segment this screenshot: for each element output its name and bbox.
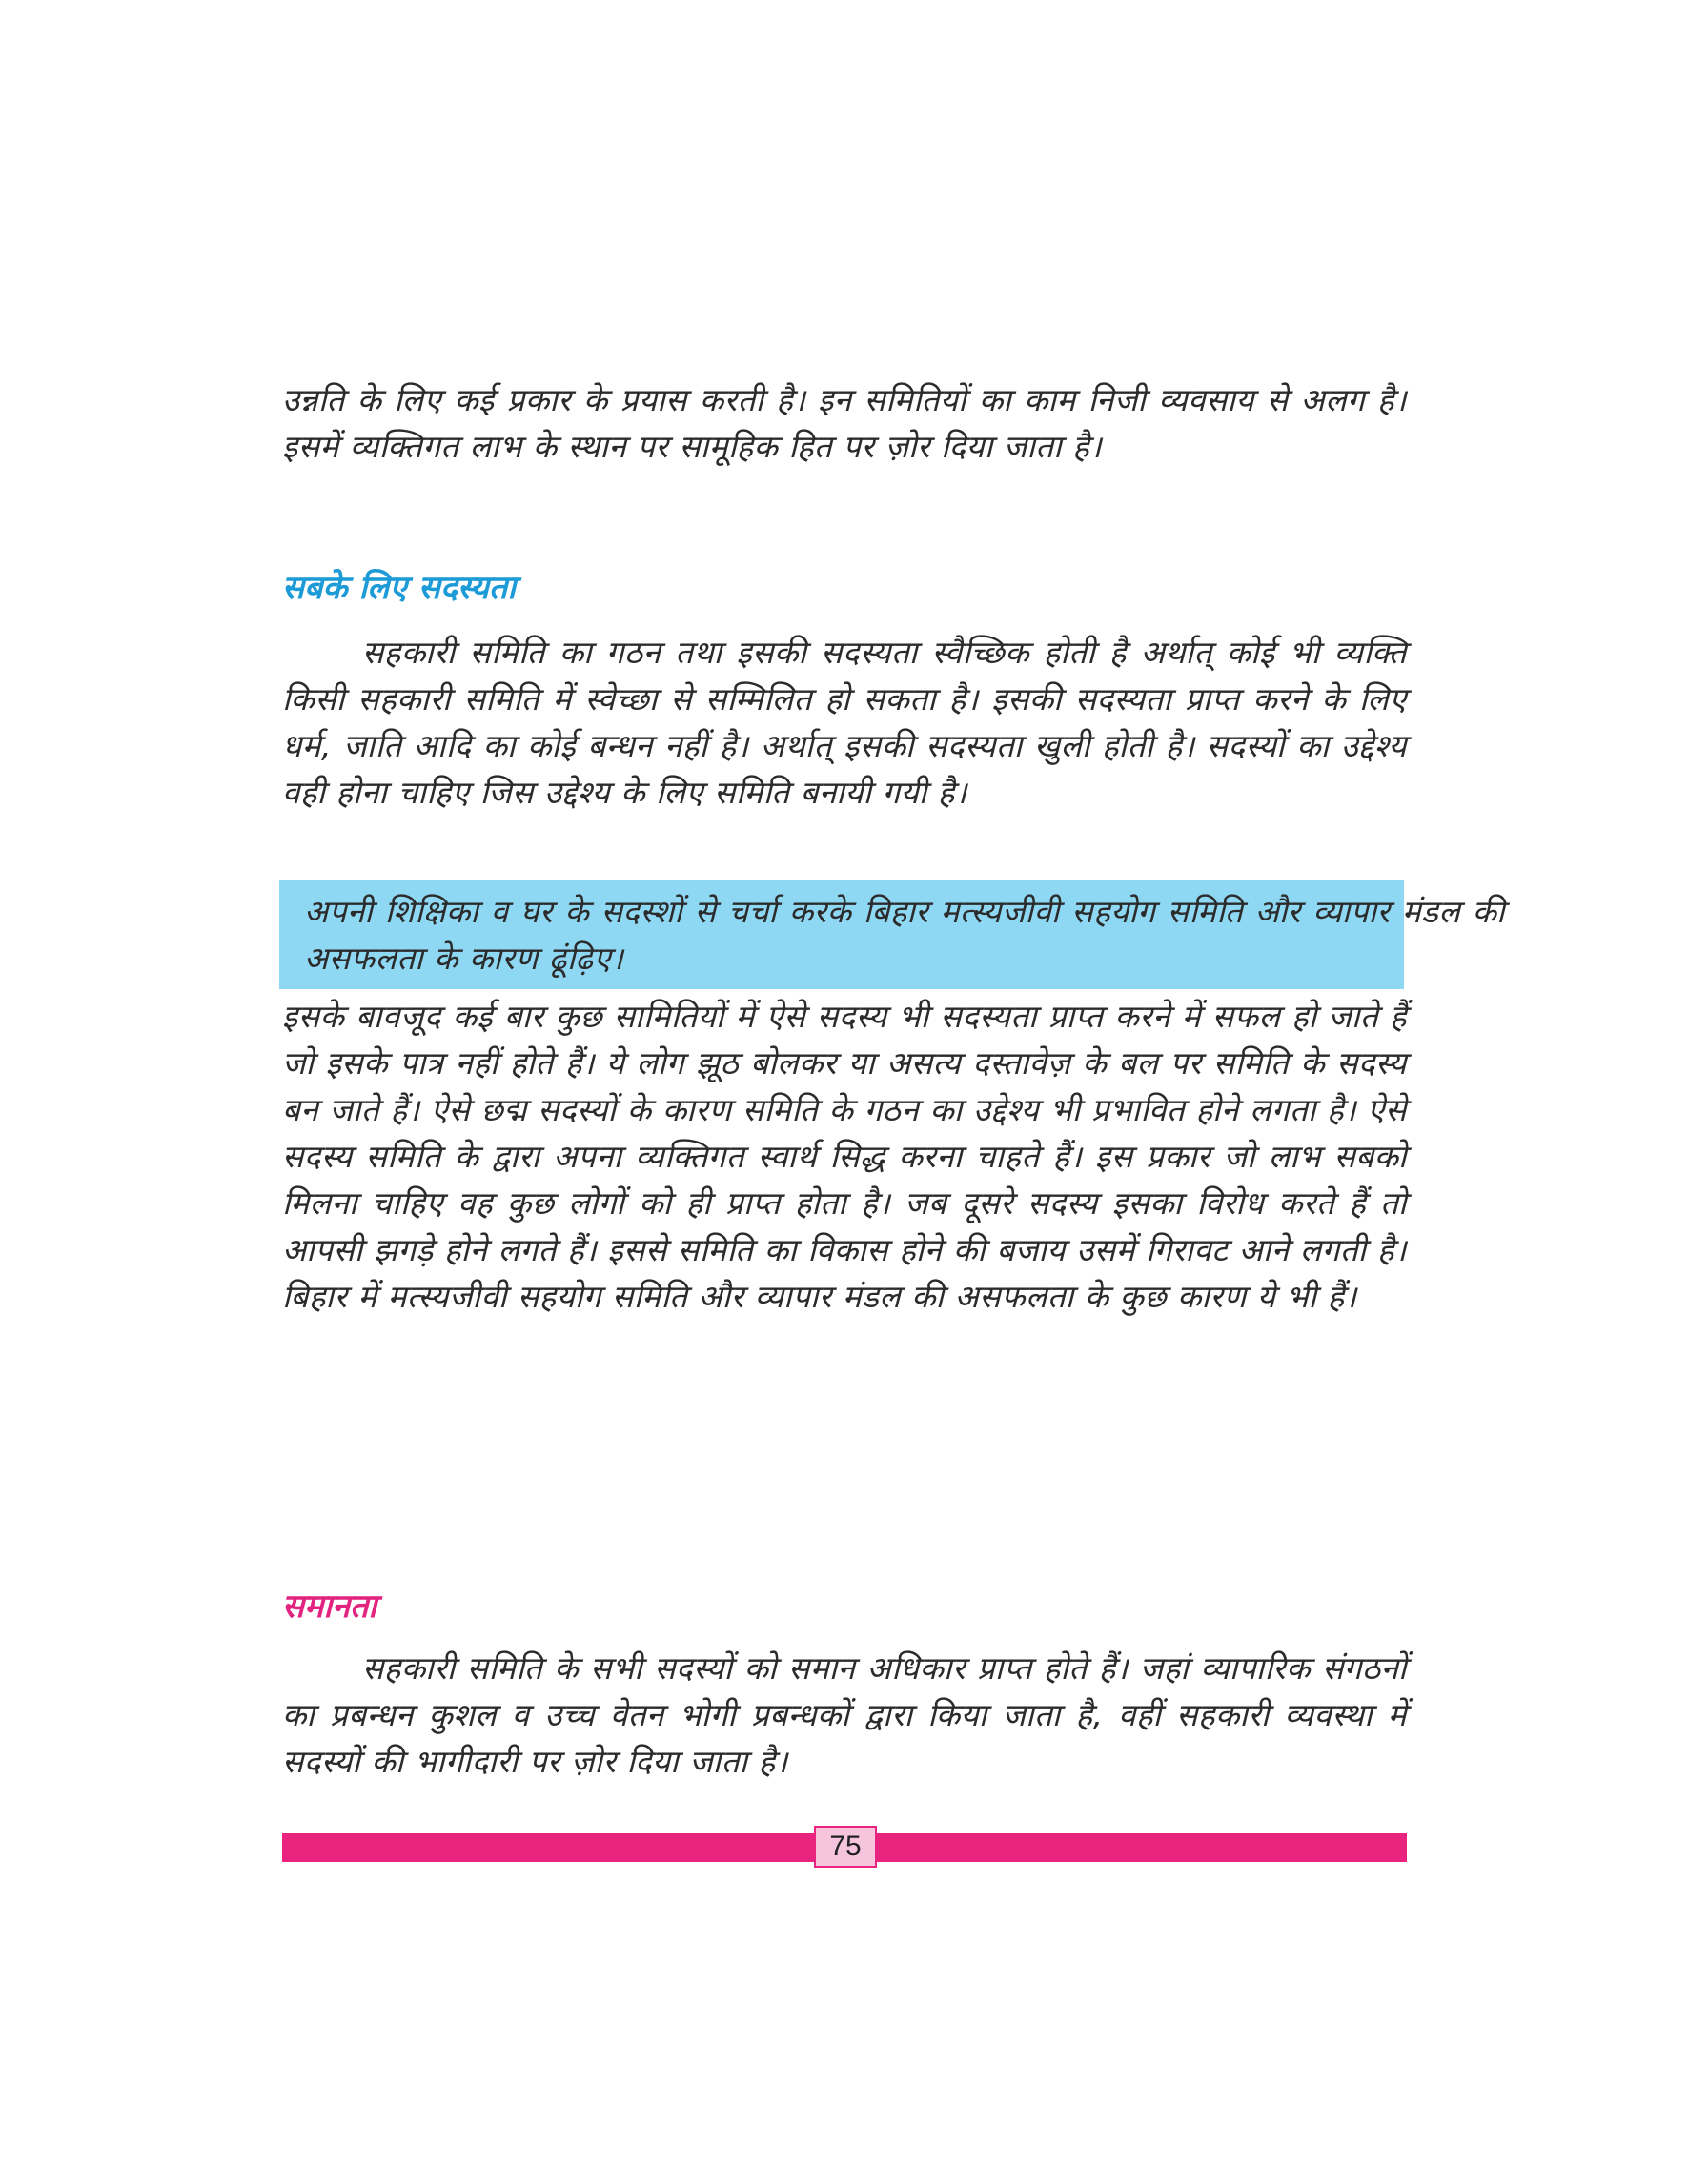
- page-number: 75: [814, 1826, 877, 1868]
- intro-paragraph: उन्नति के लिए कई प्रकार के प्रयास करती है। इन समितियों का काम निजी व्यवसाय से अलग है। इसमें व्यक्तिगत लाभ के स्थान पर सामूहिक हित पर ज़ोर दिया जाता है।: [282, 381, 1407, 465]
- section-heading-membership: सबके लिए सदस्यता: [282, 569, 517, 607]
- activity-box: [279, 880, 1505, 989]
- membership-paragraph: सहकारी समिति का गठन तथा इसकी सदस्यता स्वैच्छिक होती है अर्थात् कोई भी व्यक्ति किसी सहकारी समिति में स्वेच्छा से सम्मिलित हो सकता है। इसकी सदस्यता प्राप्त करने के लिए धर्म, जाति आदि का कोई बन्धन नहीं है। अर्थात् इसकी सदस्यता खुली होती है। सदस्यों का उद्देश्य वही होना चाहिए जिस उद्देश्य के लिए समिति बनायी गयी है।: [282, 634, 1407, 811]
- fraudulent-members-paragraph: इसके बावजूद कई बार कुछ सामितियों में ऐसे सदस्य भी सदस्यता प्राप्त करने में सफल हो जाते हैं जो इसके पात्र नहीं होते हैं। ये लोग झूठ बोलकर या असत्य दस्तावेज़ के बल पर समिति के सदस्य बन जाते हैं। ऐसे छद्म सदस्यों के कारण समिति के गठन का उद्देश्य भी प्रभावित होने लगता है। ऐसे सदस्य समिति के द्वारा अपना व्यक्तिगत स्वार्थ सिद्ध करना चाहते हैं। इस प्रकार जो लाभ सबको मिलना चाहिए वह कुछ लोगों को ही प्राप्त होता है। जब दूसरे सदस्य इसका विरोध करते हैं तो आपसी झगड़े होने लगते हैं। इससे समिति का विकास होने की बजाय उसमें गिरावट आने लगती है। बिहार में मत्स्यजीवी सहयोग समिति और व्यापार मंडल की असफलता के कुछ कारण ये भी हैं।: [282, 998, 1407, 1315]
- activity-box-text: अपनी शिक्षिका व घर के सदस्शों से चर्चा करके बिहार मत्स्यजीवी सहयोग समिति और व्यापार मंडल की असफलता के कारण ढूंढ़िए।: [304, 893, 1505, 977]
- equality-paragraph: सहकारी समिति के सभी सदस्यों को समान अधिकार प्राप्त होते हैं। जहां व्यापारिक संगठनों का प्रबन्धन कुशल व उच्च वेतन भोगी प्रबन्धकों द्वारा किया जाता है, वहीं सहकारी व्यवस्था में सदस्यों की भागीदारी पर ज़ोर दिया जाता है।: [282, 1649, 1407, 1780]
- section-heading-equality: समानता: [282, 1587, 377, 1626]
